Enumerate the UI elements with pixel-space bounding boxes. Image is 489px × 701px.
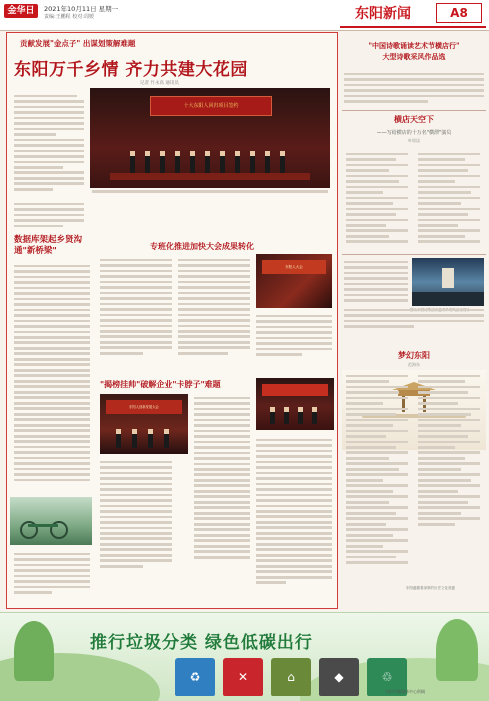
page-number: A8 [436, 3, 482, 23]
forum-screen: 东阳人创新发展大会 [106, 400, 182, 414]
poem-title-dream: 梦幻东阳 [398, 350, 430, 360]
subhead-task-force: 专班化推进加快大会成果转化 [150, 241, 254, 251]
ceremony-banner: 十大东阳人回归项目签约 [150, 96, 272, 116]
waste-bin-icon: ♲ [367, 658, 407, 696]
waste-bin-icon: ◆ [319, 658, 359, 696]
poetry-text-block [344, 258, 408, 305]
column-3 [178, 256, 250, 357]
poem-author-dream: 范海东 [408, 362, 420, 367]
article-kicker: 贡献发展"金点子" 出谋划策解难题 [20, 39, 136, 48]
poetry-feature-headline [344, 40, 484, 62]
poetry-text-continued [344, 306, 484, 331]
waste-bin-icon: ♻ [175, 658, 215, 696]
section-rule [340, 26, 486, 28]
subhead-database: 数据库架起乡贤沟通"新桥梁" [14, 235, 83, 256]
subhead-bottleneck: "揭榜挂帅"破解企业"卡脖子"难题 [100, 379, 221, 389]
poetry-event-photo [412, 258, 484, 306]
column-2 [100, 256, 172, 357]
poetry-headline-line1: "中国诗歌诵读艺术节横店行" [368, 41, 460, 50]
signing-ceremony-photo [90, 88, 330, 188]
issue-date: 2021年10月11日 星期一 [44, 5, 119, 13]
column-7 [256, 436, 332, 587]
poetry-feature-lede [344, 70, 484, 106]
shared-bike-photo [10, 497, 92, 545]
column-4 [256, 312, 332, 359]
editor-line: 责编:王鹏程 校对:周媛 [44, 14, 94, 20]
forum-photo [100, 394, 188, 454]
section-title: 东阳新闻 [355, 6, 411, 22]
conference-stage-photo [256, 254, 332, 308]
page-footer: 东阳市融媒体中心供稿 [385, 689, 425, 694]
poem-subtitle-hengdian: ——写给横店的十万名"横漂"演员 [376, 130, 452, 136]
stage-screen: 东阳人大会 [262, 260, 326, 274]
poem-author-hengdian: 叶琼谈 [408, 138, 420, 143]
divider [342, 110, 486, 111]
poetry-headline-line2: 大型诗歌采风作品选 [382, 52, 446, 61]
waste-bin-icon: ✕ [223, 658, 263, 696]
poem-title-hengdian: 横店天空下 [394, 114, 434, 124]
dream-poem-caption: 东阳蕴藏着深厚的历史文化底蕴 [406, 586, 455, 590]
intro-column [14, 200, 84, 230]
ad-slogan: 推行垃圾分类 绿色低碳出行 [90, 633, 313, 653]
column-1-end [14, 550, 90, 597]
article-headline: 东阳万千乡情 齐力共建大花园 [14, 60, 248, 80]
innovation-event-photo [256, 378, 334, 430]
article-byline: 记者 竹永高 通讯员 [140, 81, 179, 86]
column-6 [194, 394, 250, 561]
divider [342, 254, 486, 255]
photo-caption [92, 190, 328, 193]
column-5 [100, 458, 172, 570]
newspaper-logo: 金华日报 [4, 4, 38, 18]
waste-bin-icon: ⌂ [271, 658, 311, 696]
column-1 [14, 262, 90, 484]
